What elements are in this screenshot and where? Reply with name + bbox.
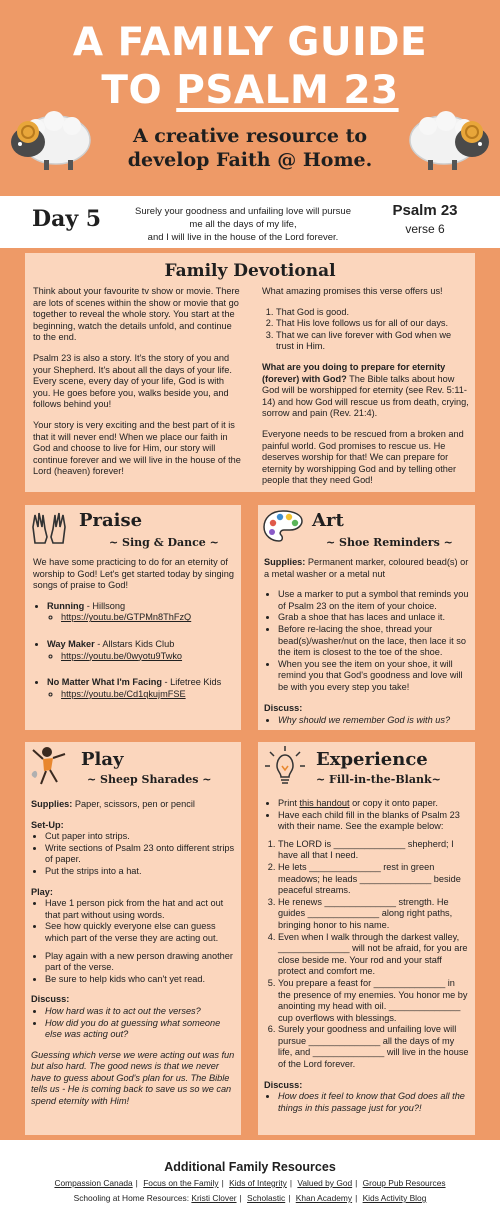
devotional-left-column: [33, 286, 241, 487]
praise-title: Praise: [79, 510, 143, 531]
promise-item: 3. That we can live forever with God when we trust in Him.: [276, 330, 469, 353]
lightbulb-icon: [262, 744, 308, 790]
verse-text: [128, 205, 358, 244]
experience-subtitle: ~ Fill-in-the-Blank~: [316, 773, 441, 786]
devotional-paragraph: Your story is very exciting and the best part of it is that it will never end! When we place our faith in God and choose to live for Him, our story will continue forever and we will live in the house of the Lord (heaven) forever!: [33, 419, 241, 477]
resource-link[interactable]: Group Pub Resources: [362, 1178, 446, 1188]
setup-item: • Write sections of Psalm 23 onto different strips of paper.: [45, 843, 237, 866]
song-link[interactable]: https://youtu.be/GTPMn8ThFzQ: [61, 612, 192, 623]
setup-item: • Put the strips into a hat.: [45, 866, 237, 878]
day-verse-row: [0, 196, 500, 248]
resource-link[interactable]: Kristi Clover: [191, 1193, 237, 1203]
play-discuss-label: Discuss:: [31, 994, 70, 1005]
verse-item: 6. Surely your goodness and unfailing love will pursue ______________ all the days of my life, and ______________ will live in the house of the Lord forever.: [278, 1024, 470, 1070]
song-name: Way Maker: [47, 638, 95, 649]
song-link[interactable]: https://youtu.be/0wyotu9Twko: [61, 650, 183, 661]
title-psalm: PSALM 23: [176, 68, 399, 113]
praise-content: [33, 557, 235, 709]
verse-item: 1. The LORD is ______________ shepherd; I have all that I need.: [278, 839, 470, 862]
verse-line: Surely your goodness and unfailing love will pursue: [135, 206, 351, 217]
discuss-item: • How did you do at guessing what someone else was acting out?: [45, 1018, 237, 1041]
experience-discuss-label: Discuss:: [264, 1079, 303, 1090]
supplies-text: Permanent marker, coloured bead(s) or a metal washer or a metal nut: [264, 557, 469, 579]
song-artist: - Allstars Kids Club: [94, 638, 175, 649]
paint-palette-icon: [262, 509, 304, 543]
discuss-item: • Why should we remember God is with us?: [278, 715, 470, 727]
devotional-title: Family Devotional: [164, 261, 336, 281]
experience-panel: [258, 742, 475, 1135]
art-steps: [264, 589, 470, 693]
play-content: [31, 799, 237, 1117]
subtitle-line-2: develop Faith @ Home.: [127, 149, 373, 171]
promise-item: 2. That His love follows us for all of our days.: [276, 318, 469, 330]
header-banner: [0, 0, 500, 196]
play-item: • Play again with a new person drawing another part of the verse.: [45, 951, 237, 974]
promises-intro: What amazing promises this verse offers us!: [262, 286, 443, 296]
verse-line: me all the days of my life,: [189, 219, 297, 230]
supplies-label: Supplies:: [31, 799, 73, 809]
art-panel: [258, 505, 475, 730]
play-title: Play: [81, 749, 124, 770]
play-item: • See how quickly everyone else can guess which part of the verse they are acting out.: [45, 921, 237, 944]
devotional-paragraph: Psalm 23 is also a story. It's the story of you and your Shepherd. It's about all the days of your life. Every scene, every day of your life, God is with you. He goes before you, walks beside you, and follows behind you!: [33, 352, 232, 410]
setup-label: Set-Up:: [31, 819, 64, 830]
resource-link[interactable]: Scholastic: [247, 1193, 286, 1203]
song-name: Running: [47, 600, 85, 611]
song-artist: - Hillsong: [84, 600, 126, 611]
devotional-right-column: [262, 286, 469, 496]
art-step: • Use a marker to put a symbol that reminds you of Psalm 23 on the item of your choice.: [278, 589, 470, 612]
promise-item: 1. That God is good.: [276, 307, 469, 319]
resource-link[interactable]: Valued by God: [297, 1178, 353, 1188]
fill-in-blank-verses: [264, 839, 470, 1071]
schooling-label: Schooling at Home Resources:: [73, 1193, 192, 1203]
art-step: • Before re-lacing the shoe, thread your bead(s)/washer/nut on the lace, then lace it so the item is closest to the toe of the shoe.: [278, 624, 470, 659]
intro-item: • Have each child fill in the blanks of Psalm 23 with their name. See the example below:: [278, 810, 470, 833]
play-list: [31, 898, 237, 985]
title-line-1: A FAMILY GUIDE: [72, 20, 428, 65]
intro-text: or copy it onto paper.: [349, 798, 438, 808]
verse-item: 2. He lets ______________ rest in green meadows; he leads ______________ beside peaceful streams.: [278, 862, 470, 897]
resource-link[interactable]: Kids of Integrity: [229, 1178, 287, 1188]
supplies-label: Supplies:: [264, 557, 306, 567]
setup-item: • Cut paper into strips.: [45, 831, 237, 843]
discuss-item: • How hard was it to act out the verses?: [45, 1006, 237, 1018]
footer-title: Additional Family Resources: [164, 1160, 336, 1174]
resource-link[interactable]: Focus on the Family: [143, 1178, 219, 1188]
devotional-panel: [25, 253, 475, 492]
footer-schooling-row: Schooling at Home Resources: Kristi Clover | Scholastic | Khan Academy | Kids Activity Blog: [73, 1193, 427, 1203]
song-item: [47, 601, 235, 639]
setup-list: [31, 831, 237, 877]
art-supplies: [264, 557, 470, 580]
song-name: No Matter What I'm Facing: [47, 677, 162, 688]
praise-panel: [25, 505, 241, 730]
experience-intro-list: [264, 798, 470, 833]
experience-content: [264, 798, 470, 1123]
experience-title: Experience: [316, 749, 428, 770]
resource-link[interactable]: Khan Academy: [295, 1193, 353, 1203]
art-title: Art: [312, 510, 344, 531]
intro-text: Print: [278, 798, 300, 808]
footer-resources-row: Compassion Canada | Focus on the Family | Kids of Integrity | Valued by God | Group Pub Resources: [54, 1178, 446, 1188]
song-artist: - Lifetree Kids: [162, 677, 222, 688]
verse-line: and I will live in the house of the Lord forever.: [147, 232, 339, 243]
devotional-paragraph: Think about your favourite tv show or movie. There are lots of scenes within the show or movie that go together to reveal the whole story. You start at the beginning, watch the details unfold, and continue to the end.: [33, 286, 240, 343]
art-discuss-label: Discuss:: [264, 702, 303, 713]
play-discuss-list: [31, 1006, 237, 1041]
supplies-text: Paper, scissors, pen or pencil: [72, 799, 195, 809]
play-panel: [25, 742, 241, 1135]
song-link[interactable]: https://youtu.be/Cd1qkujmFSE: [61, 688, 186, 699]
art-step: • When you see the item on your shoe, it will remind you that God's goodness and love will be with you every step you take!: [278, 659, 470, 694]
resource-link[interactable]: Kids Activity Blog: [362, 1193, 427, 1203]
intro-item: [278, 798, 470, 810]
verse-item: 4. Even when I walk through the darkest valley, ______________ will not be afraid, for you are close beside me. Your rod and your staff protect and comfort me.: [278, 932, 470, 978]
art-discuss-list: [264, 715, 470, 727]
art-subtitle: ~ Shoe Reminders ~: [326, 536, 453, 549]
verse-reference: verse 6: [405, 222, 445, 236]
verse-item: 5. You prepare a feast for ______________ in the presence of my enemies. You honor me by anointing my head with oil. ______________ cup overflows with blessings.: [278, 978, 470, 1024]
subtitle-line-1: A creative resource to: [132, 125, 368, 147]
art-content: [264, 557, 470, 736]
art-step: • Grab a shoe that has laces and unlace it.: [278, 612, 470, 624]
play-item: • Have 1 person pick from the hat and act out that part without using words.: [45, 898, 237, 921]
question-text: The Bible talks about how God will be worshipped for eternity (see Rev. 5:11-14) and how God will rescue us from death, crying, sorrow and pain (Rev. 21:4).: [262, 373, 469, 419]
psalm-reference: Psalm 23: [392, 202, 458, 219]
dancing-figure-icon: [29, 744, 73, 788]
handout-link[interactable]: this handout: [299, 798, 350, 808]
song-item: [47, 639, 235, 677]
title-line-2: [0, 68, 500, 113]
song-list: [33, 601, 235, 701]
eternity-question: [262, 362, 469, 420]
play-supplies: [31, 799, 237, 811]
play-closing: Guessing which verse we were acting out was fun but also hard. The good news is that we never have to guess about God's plan for us. The Bible tells us - He is coming back to save us so we can spend eternity with Him!: [31, 1049, 235, 1107]
experience-discuss-list: [264, 1091, 470, 1114]
play-subtitle: ~ Sheep Sharades ~: [87, 773, 212, 786]
day-label: Day 5: [32, 206, 102, 232]
praising-hands-icon: [29, 509, 69, 545]
verse-item: 3. He renews ______________ strength. He guides ______________ along right paths, bringing honor to his name.: [278, 897, 470, 932]
devotional-paragraph: Everyone needs to be rescued from a broken and painful world. God promises to rescue us. He deserves worship for that! We can prepare for eternity by worshipping God and by telling other people that they need God!: [262, 428, 464, 486]
promises-list: [262, 307, 469, 353]
song-item: [47, 677, 235, 700]
discuss-item: • How does it feel to know that God does all the things in this passage just for you?!: [278, 1091, 470, 1114]
resource-link[interactable]: Compassion Canada: [54, 1178, 133, 1188]
play-item: • Be sure to help kids who can't yet read.: [45, 974, 237, 986]
question-bold: What are you doing to prepare for eternity (forever) with God?: [262, 361, 446, 384]
praise-subtitle: ~ Sing & Dance ~: [109, 536, 219, 549]
praise-intro: We have some practicing to do for an eternity of worship to God! Let's get started today by singing songs of praise to God!: [33, 557, 234, 591]
title-prefix: TO: [101, 68, 177, 113]
play-label: Play:: [31, 886, 53, 897]
